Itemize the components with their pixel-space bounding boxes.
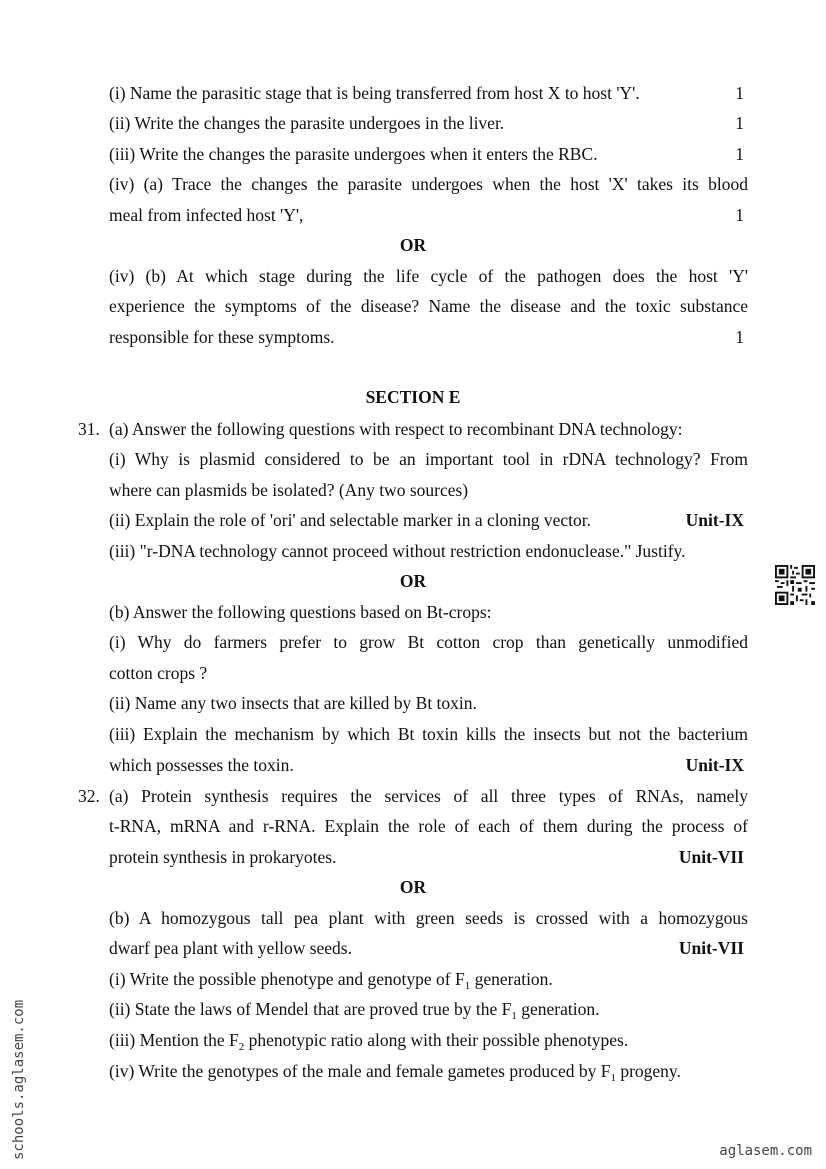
question-iv-b-line2: experience the symptoms of the disease? Name the disease and the toxic substance (109, 296, 748, 316)
q32-a-line1: (a) Protein synthesis requires the services of all three types of RNAs, namely (109, 786, 748, 806)
text-part: (iii) Mention the F (109, 1030, 239, 1050)
unit-label: Unit-IX (685, 510, 744, 530)
q32-b-iv (109, 1060, 681, 1089)
unit-label: Unit-VII (678, 938, 744, 958)
q31-b-ii: (ii) Name any two insects that are killed by Bt toxin. (109, 693, 477, 713)
marks: 1 (735, 144, 744, 164)
question-iv-b-line1: (iv) (b) At which stage during the life cycle of the pathogen does the host 'Y' (109, 266, 748, 286)
q31-b-intro: (b) Answer the following questions based on Bt-crops: (109, 602, 492, 622)
marks: 1 (735, 83, 744, 103)
q32-b-line2: dwarf pea plant with yellow seeds. (109, 938, 352, 958)
q32-b-i (109, 968, 553, 997)
section-title: SECTION E (365, 387, 461, 407)
marks: 1 (735, 113, 744, 133)
text-part: generation. (516, 999, 600, 1019)
question-iii: (iii) Write the changes the parasite undergoes when it enters the RBC. (109, 144, 598, 164)
question-iv-a-line1: (iv) (a) Trace the changes the parasite undergoes when the host 'X' takes its blood (109, 174, 748, 194)
q32-b-line1: (b) A homozygous tall pea plant with green seeds is crossed with a homozygous (109, 908, 748, 928)
unit-label: Unit-IX (685, 755, 744, 775)
q31-a-ii: (ii) Explain the role of 'ori' and selectable marker in a cloning vector. (109, 510, 592, 530)
q31-a-intro: (a) Answer the following questions with respect to recombinant DNA technology: (109, 419, 683, 439)
question-number: 31. (78, 419, 100, 439)
or-divider: OR (399, 877, 427, 897)
q31-b-iii-line1: (iii) Explain the mechanism by which Bt toxin kills the insects but not the bacterium (109, 724, 748, 744)
subscript: 1 (511, 1010, 517, 1022)
marks: 1 (735, 205, 744, 225)
question-ii: (ii) Write the changes the parasite undergoes in the liver. (109, 113, 505, 133)
q31-b-iii-line2: which possesses the toxin. (109, 755, 294, 775)
text-part: (ii) State the laws of Mendel that are proved true by the F (109, 999, 512, 1019)
q31-a-iii: (iii) "r-DNA technology cannot proceed without restriction endonuclease." Justify. (109, 541, 686, 561)
q31-a-i-line1: (i) Why is plasmid considered to be an important tool in rDNA technology? From (109, 449, 748, 469)
subscript: 2 (238, 1041, 245, 1053)
or-divider: OR (399, 571, 427, 591)
q32-a-line2: t-RNA, mRNA and r-RNA. Explain the role of each of them during the process of (109, 816, 748, 836)
q32-b-ii (109, 998, 600, 1027)
q31-b-i-line1: (i) Why do farmers prefer to grow Bt cotton crop than genetically unmodified (109, 632, 748, 652)
subscript: 1 (464, 980, 471, 992)
q31-b-i-line2: cotton crops ? (109, 663, 208, 683)
text-part: phenotypic ratio along with their possible phenotypes. (244, 1030, 629, 1050)
text-part: (iv) Write the genotypes of the male and female gametes produced by F (109, 1061, 611, 1081)
q32-a-line3: protein synthesis in prokaryotes. (109, 847, 337, 867)
or-divider: OR (399, 235, 427, 255)
side-watermark: schools.aglasem.com (11, 999, 27, 1160)
q31-a-i-line2: where can plasmids be isolated? (Any two sources) (109, 480, 469, 500)
question-iv-b-line3: responsible for these symptoms. (109, 327, 335, 347)
text-part: generation. (470, 969, 553, 989)
question-iv-a-line2: meal from infected host 'Y', (109, 205, 304, 225)
unit-label: Unit-VII (678, 847, 744, 867)
subscript: 1 (610, 1072, 616, 1084)
text-part: progeny. (615, 1061, 681, 1081)
footer-watermark: aglasem.com (719, 1143, 812, 1159)
question-number: 32. (78, 786, 100, 806)
marks: 1 (735, 327, 744, 347)
q32-b-iii (109, 1029, 628, 1058)
question-i: (i) Name the parasitic stage that is being transferred from host X to host 'Y'. (109, 83, 640, 103)
text-part: (i) Write the possible phenotype and genotype of F (109, 969, 465, 989)
